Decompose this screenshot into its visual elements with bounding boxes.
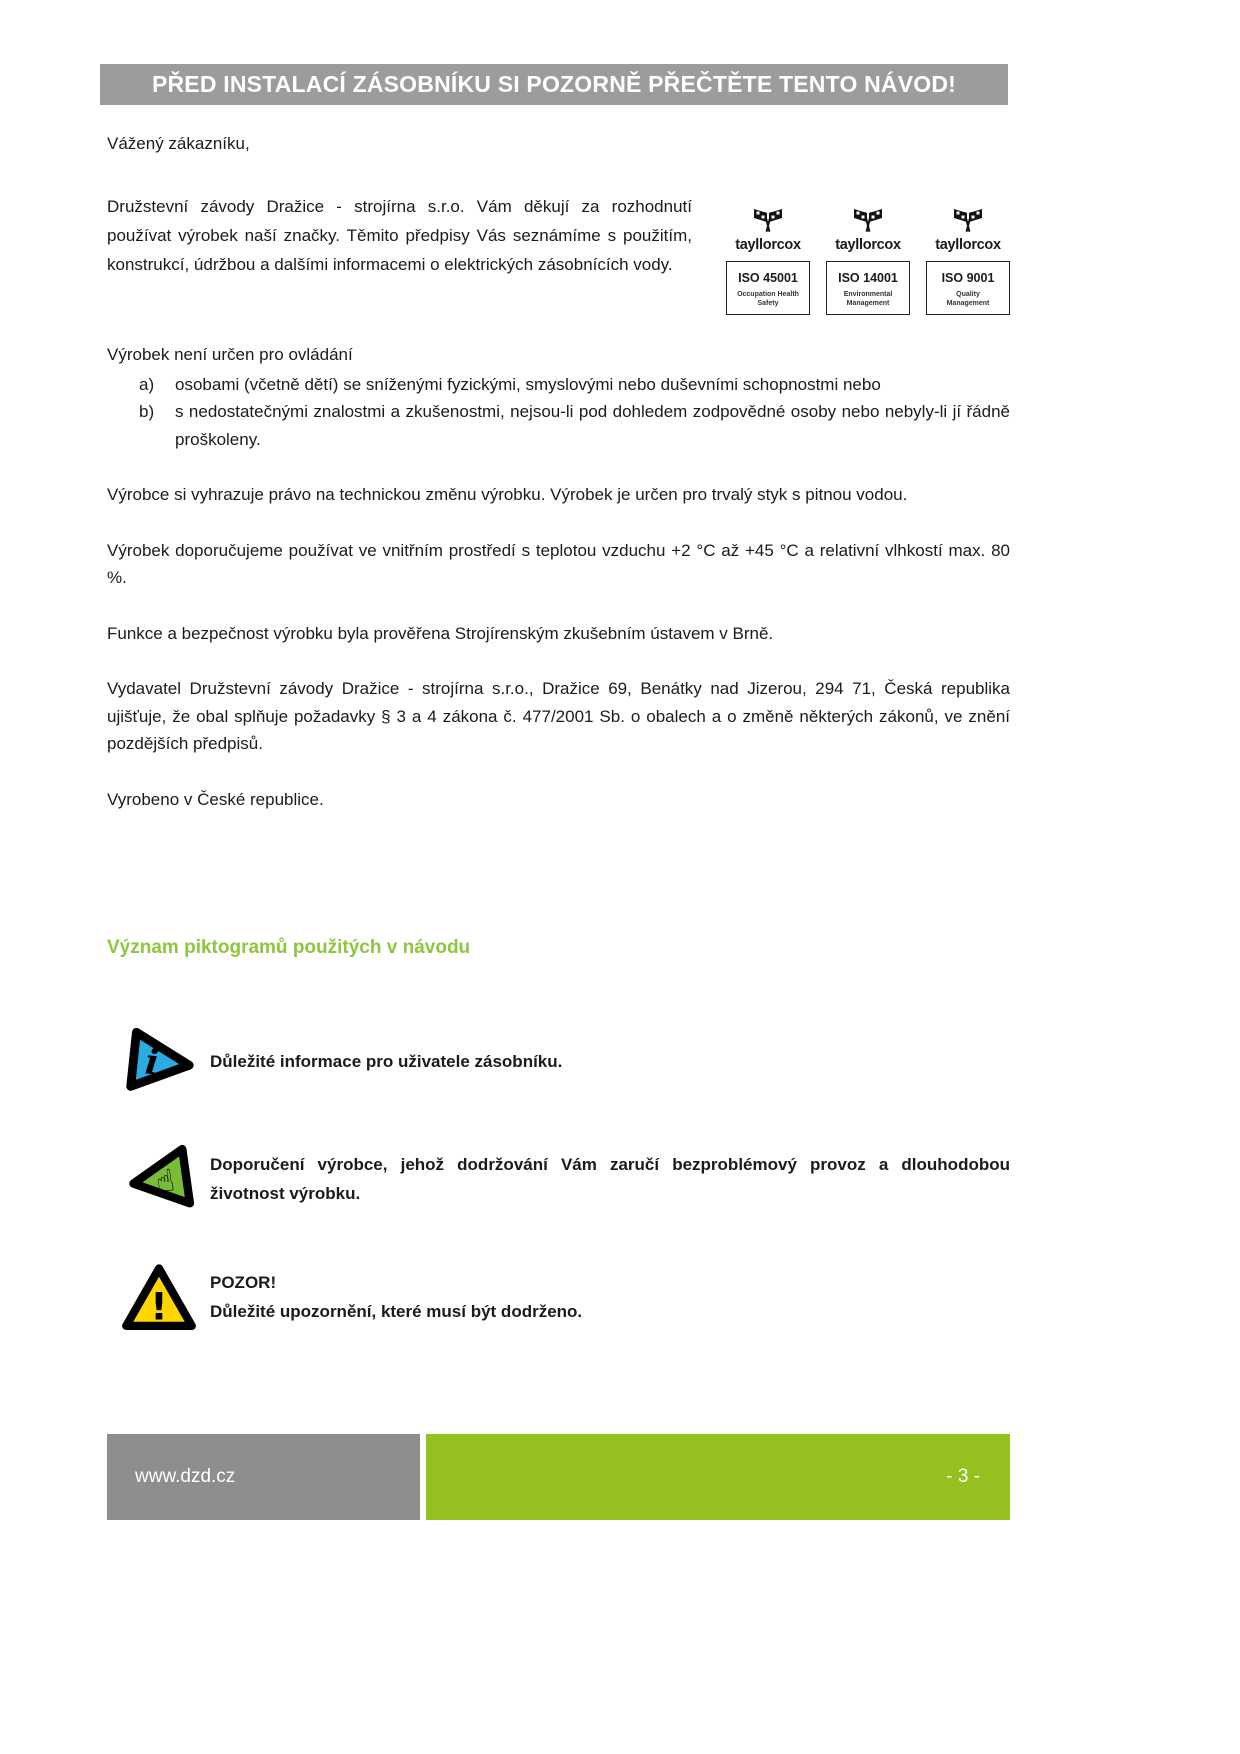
pictogram-info-text: Důležité informace pro uživatele zásobníku. bbox=[210, 1051, 563, 1071]
recommendation-hand-icon bbox=[107, 1142, 210, 1218]
badge-brand: tayllorcox bbox=[735, 236, 801, 253]
info-triangle-icon bbox=[107, 1024, 210, 1100]
pictograms-list bbox=[107, 1016, 1010, 1344]
pictogram-warning-row bbox=[107, 1252, 1010, 1344]
list-item-a bbox=[139, 371, 1010, 399]
paragraph-technical-change: Výrobce si vyhrazuje právo na technickou změnu výrobku. Výrobek je určen pro trvalý styk s pitnou vodou. bbox=[107, 485, 908, 505]
restrictions-list bbox=[139, 371, 1010, 454]
page-footer bbox=[107, 1434, 1010, 1520]
warning-triangle-icon bbox=[107, 1260, 210, 1336]
pictogram-warning-title: POZOR! bbox=[210, 1273, 277, 1293]
tayllorcox-flags-icon bbox=[847, 206, 889, 233]
pictogram-recommendation-row bbox=[107, 1134, 1010, 1226]
iso-badge-9001 bbox=[926, 206, 1010, 315]
intro-section bbox=[107, 192, 1010, 315]
tayllorcox-flags-icon bbox=[747, 206, 789, 233]
list-item-label: a) bbox=[139, 374, 155, 394]
iso-badge-45001 bbox=[726, 206, 810, 315]
certification-badges bbox=[726, 192, 1010, 315]
iso-badge-14001 bbox=[826, 206, 910, 315]
footer-page-number-box bbox=[426, 1434, 1010, 1520]
iso-number: ISO 45001 bbox=[738, 270, 798, 285]
banner-title: PŘED INSTALACÍ ZÁSOBNÍKU SI POZORNĚ PŘEČTĚTE TENTO NÁVOD! bbox=[151, 71, 957, 97]
iso-number: ISO 14001 bbox=[838, 270, 898, 285]
iso-subtitle: Quality Management bbox=[946, 290, 990, 307]
warning-banner bbox=[100, 64, 1008, 105]
paragraph-safety: Funkce a bezpečnost výrobku byla prověřena Strojírenským zkušebním ústavem v Brně. bbox=[107, 623, 774, 643]
list-item-text: s nedostatečnými znalostmi a zkušenostmi, nejsou-li pod dohledem zodpovědné osoby nebo nebyly-li jí řádně proškoleny. bbox=[175, 402, 1010, 449]
iso-subtitle: Occupation Health Safety bbox=[737, 290, 799, 307]
tayllorcox-flags-icon bbox=[947, 206, 989, 233]
list-item-text: osobami (včetně dětí) se sníženými fyzickými, smyslovými nebo duševními schopnostmi nebo bbox=[175, 374, 881, 394]
greeting: Vážený zákazníku, bbox=[107, 134, 250, 153]
iso-label-box bbox=[826, 261, 910, 315]
restrictions-intro: Výrobek není určen pro ovládání bbox=[107, 345, 353, 365]
list-item-label: b) bbox=[139, 402, 155, 422]
page-content bbox=[107, 120, 1010, 1370]
list-item-b bbox=[139, 398, 1010, 453]
svg-text:i: i bbox=[142, 1041, 161, 1084]
paragraph-publisher: Vydavatel Družstevní závody Dražice - strojírna s.r.o., Dražice 69, Benátky nad Jizerou, 294 71, Česká republika ujišťuje, že obal splňuje požadavky § 3 a 4 zákona č. 477/2001 Sb. o obalech a o změně některých zákonů, ve znění pozdějších předpisů. bbox=[107, 679, 1010, 754]
svg-text:☝: ☝ bbox=[153, 1163, 177, 1201]
paragraph-made-in: Vyrobeno v České republice. bbox=[107, 789, 324, 809]
iso-label-box bbox=[926, 261, 1010, 315]
pictogram-info-row bbox=[107, 1016, 1010, 1108]
badge-brand: tayllorcox bbox=[835, 236, 901, 253]
iso-subtitle: Environmental Management bbox=[843, 290, 893, 307]
iso-label-box bbox=[726, 261, 810, 315]
svg-text:!: ! bbox=[149, 1284, 168, 1329]
page-number: - 3 - bbox=[946, 1466, 980, 1487]
website-url: www.dzd.cz bbox=[135, 1466, 236, 1487]
intro-paragraph: Družstevní závody Dražice - strojírna s.r.o. Vám děkují za rozhodnutí používat výrobek naší značky. Těmito předpisy Vás seznámíme s použitím, konstrukcí, údržbou a dalšími informacemi o elektrických zásobnících vody. bbox=[107, 196, 692, 274]
iso-number: ISO 9001 bbox=[941, 270, 995, 285]
badge-brand: tayllorcox bbox=[935, 236, 1001, 253]
pictogram-recommendation-text: Doporučení výrobce, jehož dodržování Vám zaručí bezproblémový provoz a dlouhodobou životnost výrobku. bbox=[210, 1155, 1010, 1204]
pictogram-warning-text-block bbox=[210, 1269, 1010, 1327]
pictogram-warning-text: Důležité upozornění, které musí být dodrženo. bbox=[210, 1302, 583, 1322]
footer-website-box bbox=[107, 1434, 420, 1520]
paragraph-environment: Výrobek doporučujeme používat ve vnitřním prostředí s teplotou vzduchu +2 °C až +45 °C a relativní vlhkostí max. 80 %. bbox=[107, 540, 1010, 588]
pictograms-heading: Význam piktogramů použitých v návodu bbox=[107, 937, 471, 959]
